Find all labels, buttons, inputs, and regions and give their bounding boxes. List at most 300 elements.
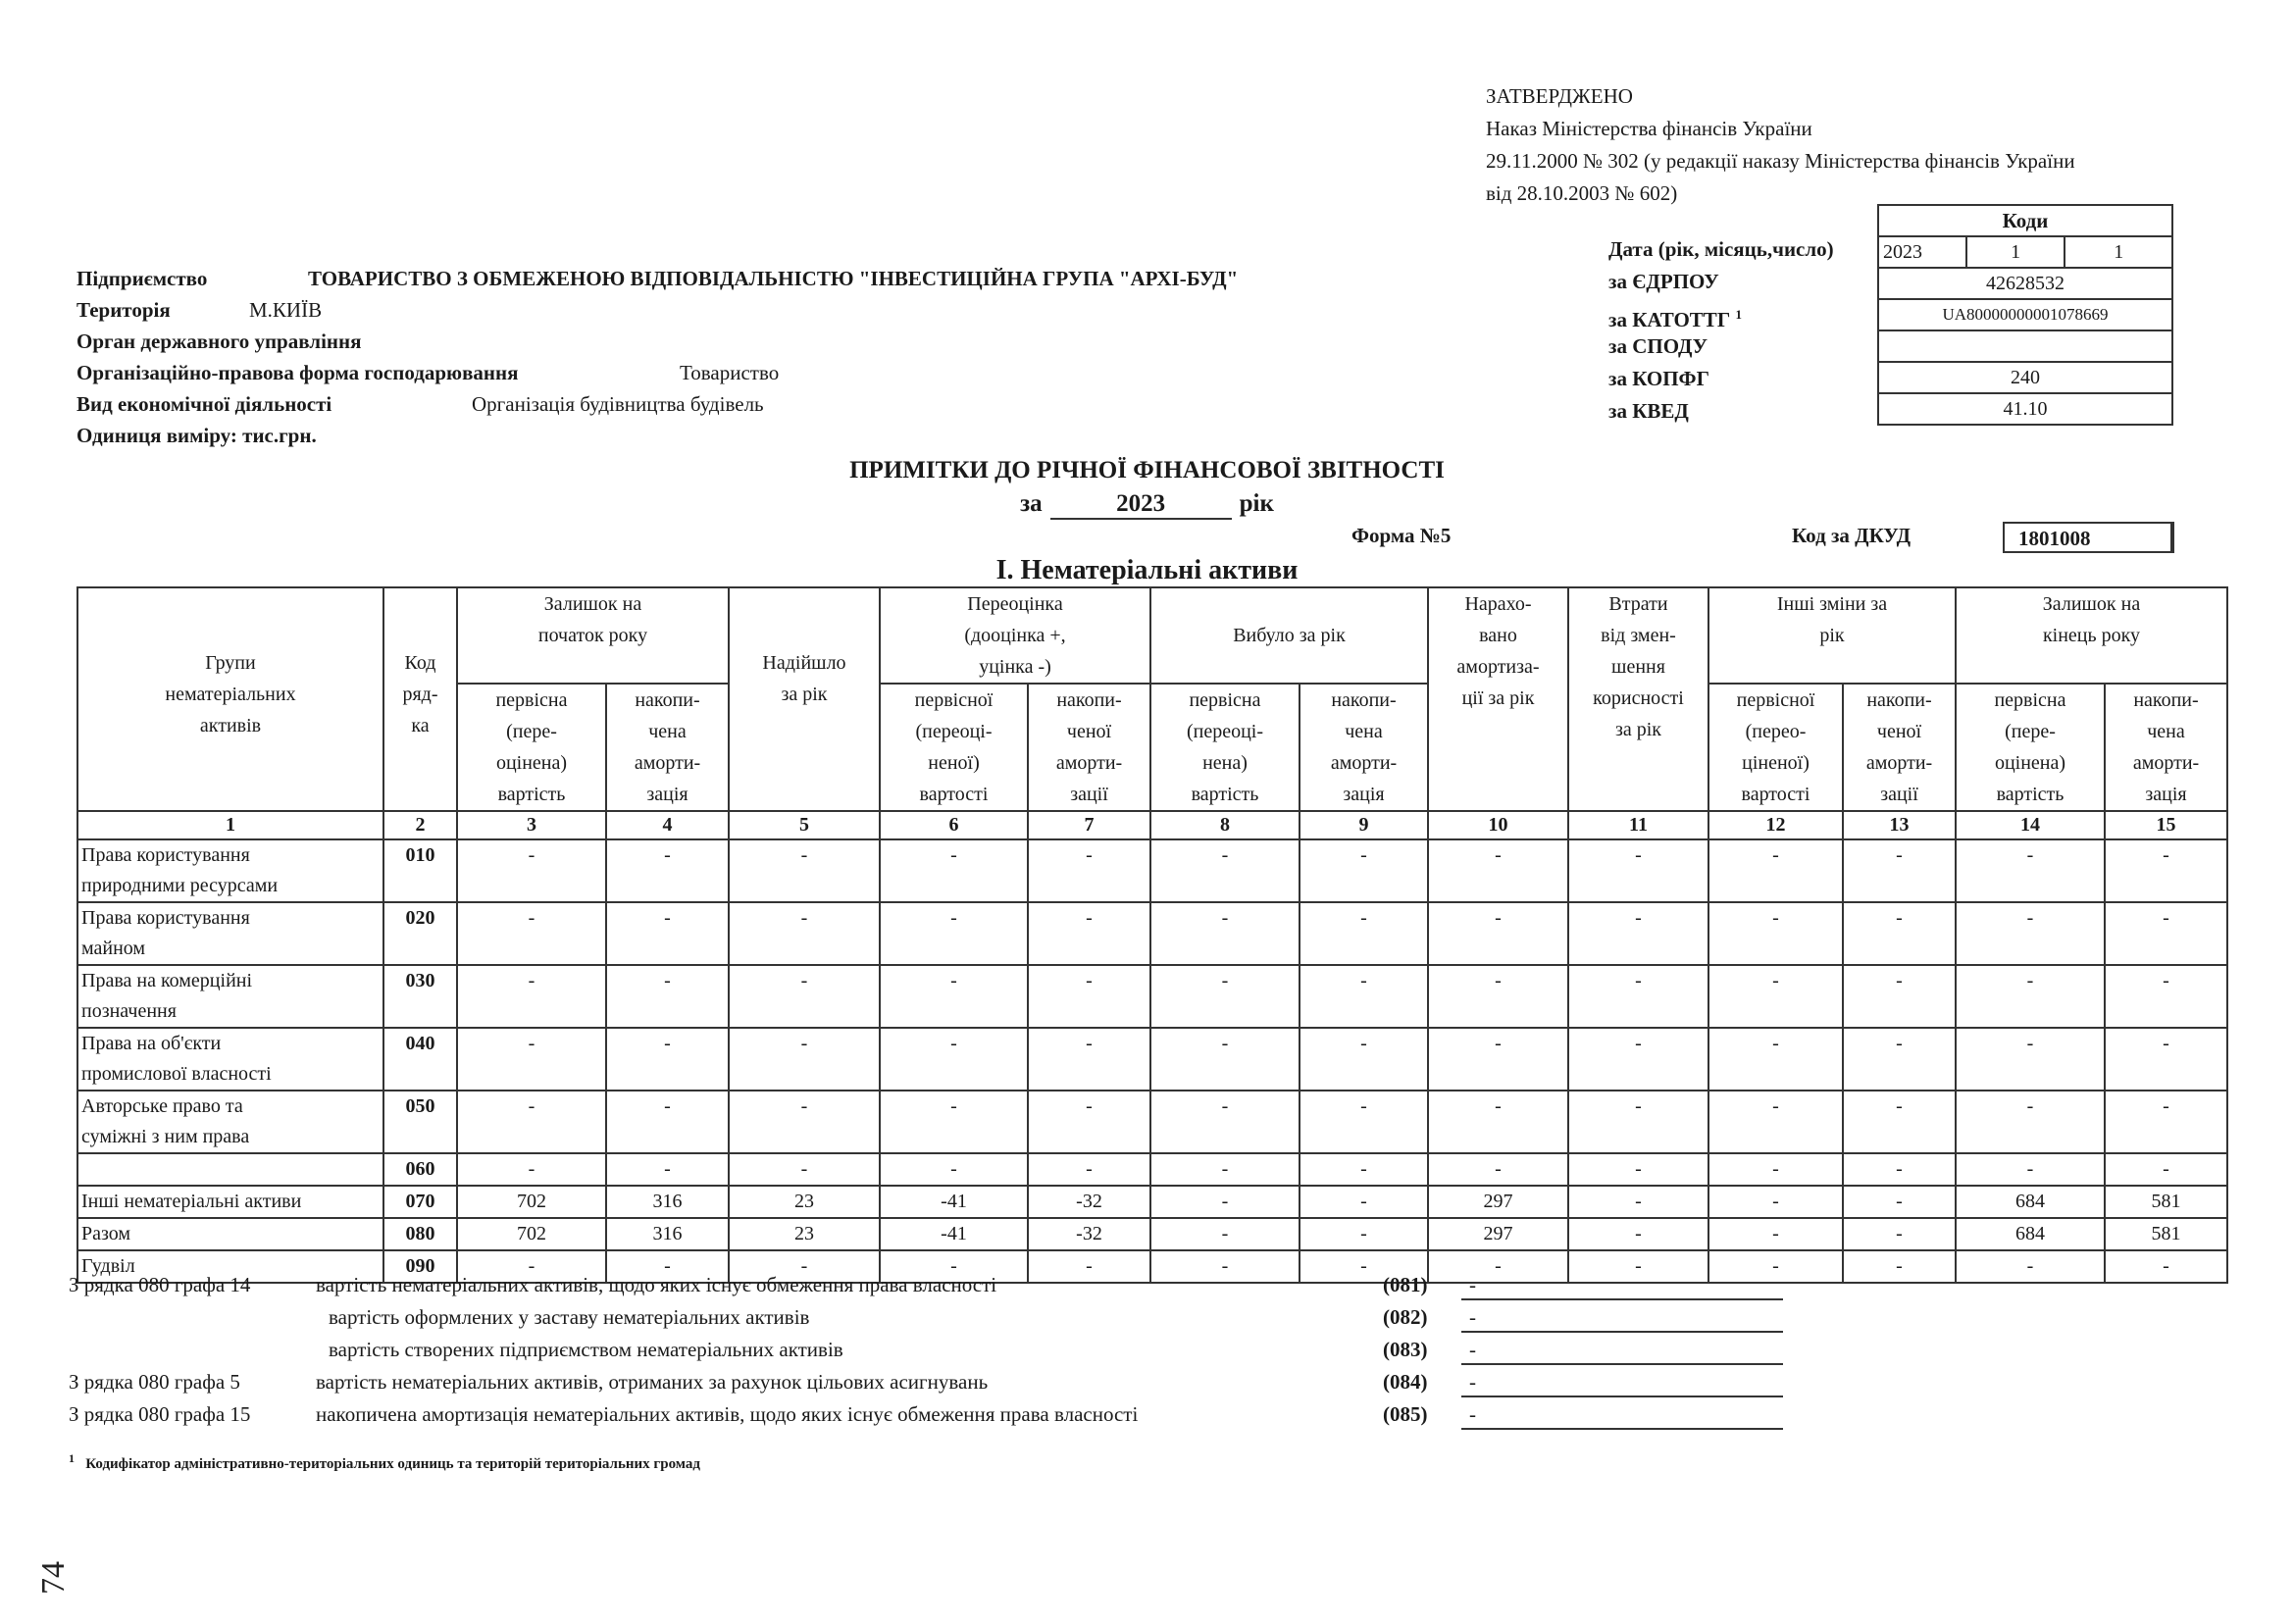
value-cell: - [1956,1250,2105,1283]
value-cell: - [1150,1091,1300,1153]
sub-line: первісна [1994,689,2066,711]
sub-line: (перео- [1745,721,1807,742]
form-number: Форма №5 [1351,524,1452,547]
sub-initial-end [1956,684,2105,811]
value-cell: - [1843,1091,1956,1153]
value-cell: - [457,1153,606,1186]
note-code: (083) [1383,1338,1428,1361]
sub-line: аморти- [634,752,701,774]
territory-row [76,294,518,326]
value-cell: - [1300,839,1428,902]
value-cell: - [1028,1250,1150,1283]
column-number: 3 [457,811,606,839]
document-title: ПРИМІТКИ ДО РІЧНОЇ ФІНАНСОВОЇ ЗВІТНОСТІ [849,457,1445,483]
note-prefix: З рядка 080 графа 5 [69,1370,240,1394]
value-cell: - [1708,1186,1843,1218]
company-name: ТОВАРИСТВО З ОБМЕЖЕНОЮ ВІДПОВІДАЛЬНІСТЮ "ІНВЕСТИЦІЙНА ГРУПА "АРХІ-БУД" [308,267,1239,290]
value-cell: - [1568,839,1708,902]
value-cell: - [457,1091,606,1153]
footnote [69,1451,700,1473]
value-cell: -41 [880,1218,1028,1250]
table-row [77,1186,2227,1218]
value-cell: - [1708,1153,1843,1186]
value-cell: 684 [1956,1218,2105,1250]
edrpou-label: за ЄДРПОУ [1608,270,1719,293]
header-reval-line: (дооцінка +, [964,625,1066,646]
column-number: 4 [606,811,729,839]
company-label: Підприємство [76,267,208,290]
sub-line: (пере- [506,721,557,742]
codes-table [1877,204,2173,426]
header-reval-line: Переоцінка [967,593,1063,615]
unit-row [76,420,518,451]
note-value: - [1461,1269,1783,1300]
value-cell: - [1150,1250,1300,1283]
column-number: 9 [1300,811,1428,839]
row-code: 030 [383,965,457,1028]
approval-line: від 28.10.2003 № 602) [1486,181,1678,205]
value-cell: - [729,965,880,1028]
asset-group-name-line: майном [81,938,146,959]
value-cell: -32 [1028,1218,1150,1250]
note-value: - [1461,1301,1783,1333]
sub-line: накопи- [1056,689,1122,711]
codes-header: Коди [1878,205,2172,236]
value-cell: - [1028,1028,1150,1091]
value-cell: - [1956,839,2105,902]
header-amort-line: Нарахо- [1464,593,1532,615]
header-begin-line: початок року [537,625,648,646]
value-cell: 702 [457,1218,606,1250]
row-code: 020 [383,902,457,965]
value-cell: 316 [606,1186,729,1218]
value-cell: - [880,1250,1028,1283]
header-received [729,587,880,811]
asset-group-name-line: природними ресурсами [81,875,279,896]
value-cell: - [2105,839,2227,902]
value-cell: - [1300,1186,1428,1218]
asset-group-name [77,965,383,1028]
column-number: 12 [1708,811,1843,839]
value-cell: - [1568,1091,1708,1153]
asset-group-name-line: промислової власності [81,1063,272,1085]
value-cell: - [1428,1091,1568,1153]
asset-group-name-line: Інші нематеріальні активи [81,1191,302,1212]
value-cell: - [1956,902,2105,965]
value-cell: - [1300,902,1428,965]
value-cell: - [729,1028,880,1091]
header-loss-line: за рік [1614,719,1662,740]
value-cell: - [1428,965,1568,1028]
sub-accum-end [2105,684,2227,811]
table-body [77,839,2227,1283]
sub-line: аморти- [1055,752,1123,774]
asset-group-name [77,1091,383,1153]
column-number: 1 [77,811,383,839]
activity-value: Організація будівництва будівель [472,392,764,416]
date-month: 1 [1966,236,2065,268]
katottg-label [1608,298,1834,330]
header-impairment [1568,587,1708,811]
column-number: 13 [1843,811,1956,839]
table-row [77,1091,2227,1153]
approval-block [1486,80,2075,210]
value-cell: - [2105,965,2227,1028]
note-text: вартість нематеріальних активів, отриманих за рахунок цільових асигнувань [316,1370,989,1394]
header-amort-line: ції за рік [1461,687,1535,709]
value-cell: - [1428,1028,1568,1091]
value-cell: - [2105,902,2227,965]
kopfg-label: за КОПФГ [1608,367,1709,390]
sub-retired-initial [1150,684,1300,811]
value-cell: 297 [1428,1186,1568,1218]
sub-line: зація [2145,784,2187,805]
note-prefix: З рядка 080 графа 14 [69,1273,251,1296]
date-label: Дата (рік, місяць,число) [1608,237,1834,261]
value-cell: - [1150,1186,1300,1218]
header-code-line: ряд- [402,684,438,705]
value-cell: 702 [457,1186,606,1218]
header-end-line: Залишок на [2042,593,2141,615]
sub-line: вартості [1741,784,1810,805]
value-cell: - [1956,1028,2105,1091]
value-cell: - [2105,1091,2227,1153]
legal-form-value: Товариство [680,361,780,384]
sub-line: чена [1345,721,1383,742]
header-end-line: кінець року [2042,625,2141,646]
sub-line: зація [646,784,688,805]
value-cell: - [880,902,1028,965]
row-code: 040 [383,1028,457,1091]
value-cell: - [880,1028,1028,1091]
value-cell: - [1300,1250,1428,1283]
header-begin-line: Залишок на [543,593,642,615]
row-code: 050 [383,1091,457,1153]
value-cell: - [1843,1153,1956,1186]
legal-form-label: Організаційно-правова форма господарювання [76,361,519,384]
value-cell: 23 [729,1218,880,1250]
asset-group-name-line: Права користування [81,907,250,929]
value-cell: - [880,1091,1028,1153]
header-end-balance [1956,587,2227,684]
value-cell: - [729,1153,880,1186]
sub-other-initial [1708,684,1843,811]
value-cell: - [1028,1153,1150,1186]
value-cell: - [1708,1028,1843,1091]
year-line [0,490,2294,520]
sub-line: ченої [1876,721,1922,742]
sub-line: вартість [497,784,566,805]
asset-group-name-line: позначення [81,1000,177,1022]
value-cell: -41 [880,1186,1028,1218]
value-cell: - [606,839,729,902]
value-cell: - [606,1028,729,1091]
column-numbers-row [77,811,2227,839]
sub-line: накопи- [635,689,700,711]
sub-line: первісної [1736,689,1815,711]
value-cell: - [880,839,1028,902]
table-row [77,902,2227,965]
asset-group-name-line: Гудвіл [81,1255,135,1277]
value-cell: - [606,1250,729,1283]
table-row [77,1153,2227,1186]
approval-line: Наказ Міністерства фінансів України [1486,117,1812,140]
column-number: 10 [1428,811,1568,839]
header-begin-balance [457,587,729,684]
footnote-marker: 1 [69,1451,75,1465]
value-cell: - [1843,965,1956,1028]
value-cell: - [1428,1250,1568,1283]
value-cell: - [729,1091,880,1153]
header-amort-line: вано [1479,625,1517,646]
value-cell: - [1028,839,1150,902]
header-loss-line: корисності [1593,687,1684,709]
header-loss-line: Втрати [1608,593,1668,615]
row-code: 010 [383,839,457,902]
value-cell: - [1568,965,1708,1028]
note-value: - [1461,1398,1783,1430]
activity-row [76,388,764,420]
header-code [383,587,457,811]
asset-group-name [77,902,383,965]
column-number: 7 [1028,811,1150,839]
codes-labels [1608,233,1834,428]
note-code: (085) [1383,1402,1428,1426]
value-cell: - [1708,965,1843,1028]
value-cell: - [1150,902,1300,965]
value-cell: - [1843,1218,1956,1250]
value-cell: 581 [2105,1218,2227,1250]
sub-line: чена [2147,721,2185,742]
katottg-sup: 1 [1735,307,1742,322]
value-cell: - [1568,1218,1708,1250]
asset-group-name-line: Права на комерційні [81,970,253,991]
column-number: 5 [729,811,880,839]
table-row [77,965,2227,1028]
year-suffix: рік [1239,490,1274,517]
value-cell: - [1428,839,1568,902]
sub-line: накопи- [1866,689,1932,711]
header-revaluation [880,587,1150,684]
sub-line: первісна [495,689,568,711]
unit-label: Одиниця виміру: тис.грн. [76,424,317,447]
edrpou-value: 42628532 [1878,268,2172,299]
value-cell: - [457,839,606,902]
header-other-changes [1708,587,1956,684]
value-cell: - [606,1091,729,1153]
value-cell: - [457,965,606,1028]
note-value: - [1461,1334,1783,1365]
sub-line: вартість [1191,784,1259,805]
value-cell: - [457,1028,606,1091]
value-cell: - [1150,1028,1300,1091]
approval-line: 29.11.2000 № 302 (у редакції наказу Міністерства фінансів України [1486,149,2075,173]
year-prefix: за [1020,490,1043,517]
header-amortization [1428,587,1568,811]
activity-label: Вид економічної діяльності [76,392,332,416]
sub-line: оцінена) [495,752,568,774]
value-cell: - [1300,1091,1428,1153]
header-code-line: ка [411,715,430,736]
asset-group-name-line: суміжні з ним права [81,1126,250,1147]
header-loss-line: від змен- [1601,625,1676,646]
sub-retired-accum [1300,684,1428,811]
spodu-value [1878,330,2172,362]
note-prefix: З рядка 080 графа 15 [69,1402,251,1426]
sub-line: вартості [919,784,989,805]
value-cell: - [1708,1218,1843,1250]
note-code: (082) [1383,1305,1428,1329]
sub-line: чена [648,721,687,742]
header-other-line: рік [1819,625,1845,646]
sub-line: вартість [1996,784,2065,805]
sub-line: (переоці- [915,721,993,742]
sub-line: неної) [928,752,980,774]
intangible-assets-table [76,586,2228,1284]
column-number: 15 [2105,811,2227,839]
value-cell: - [1568,1153,1708,1186]
header-retired: Вибуло за рік [1150,587,1428,684]
value-cell: - [1568,902,1708,965]
sub-reval-accum [1028,684,1150,811]
sub-line: ченої [1066,721,1112,742]
value-cell: - [1843,902,1956,965]
asset-group-name-line: Авторське право та [81,1095,243,1117]
header-reval-line: уцінка -) [979,656,1051,678]
asset-group-name [77,1186,383,1218]
value-cell: - [1843,1250,1956,1283]
row-code: 070 [383,1186,457,1218]
value-cell: - [1568,1028,1708,1091]
kved-value: 41.10 [1878,393,2172,425]
sub-line: ціненої) [1742,752,1810,774]
asset-group-name-line: Права користування [81,844,250,866]
value-cell: - [1843,839,1956,902]
asset-group-name [77,1153,383,1186]
legal-form-row [76,357,780,388]
sub-line: (пере- [2005,721,2056,742]
approval-line: ЗАТВЕРДЖЕНО [1486,84,1633,108]
sub-reval-initial [880,684,1028,811]
column-number: 2 [383,811,457,839]
value-cell: - [880,1153,1028,1186]
row-code: 080 [383,1218,457,1250]
header-received-line: Надійшло [762,652,846,674]
value-cell: - [2105,1028,2227,1091]
value-cell: - [729,902,880,965]
section-title: І. Нематеріальні активи [995,555,1299,585]
header-received-line: за рік [781,684,828,705]
sub-line: (переоці- [1186,721,1264,742]
value-cell: - [1843,1186,1956,1218]
sub-line: аморти- [1865,752,1933,774]
value-cell: - [1956,965,2105,1028]
column-number: 8 [1150,811,1300,839]
value-cell: - [1150,1218,1300,1250]
sub-line: оцінена) [1994,752,2066,774]
header-code-line: Код [404,652,436,674]
value-cell: - [1843,1028,1956,1091]
table-row [77,1028,2227,1091]
sub-line: накопи- [2133,689,2199,711]
sub-initial-begin [457,684,606,811]
value-cell: - [457,1250,606,1283]
value-cell: 581 [2105,1186,2227,1218]
sub-line: нена) [1202,752,1248,774]
sub-line: первісної [914,689,994,711]
value-cell: - [1956,1153,2105,1186]
column-number: 14 [1956,811,2105,839]
sub-line: зації [1070,784,1108,805]
value-cell: - [1150,1153,1300,1186]
note-code: (084) [1383,1370,1428,1394]
value-cell: - [1300,1218,1428,1250]
value-cell: - [1708,839,1843,902]
company-row [76,263,1239,294]
value-cell: - [1568,1250,1708,1283]
value-cell: - [1300,1028,1428,1091]
kopfg-value: 240 [1878,362,2172,393]
territory-value: М.КИЇВ [249,298,323,322]
header-loss-line: шення [1611,656,1665,678]
value-cell: - [1428,1153,1568,1186]
column-number: 6 [880,811,1028,839]
value-cell: - [1028,1091,1150,1153]
kved-label: за КВЕД [1608,399,1689,423]
asset-group-name-line [81,1154,380,1185]
sub-line: первісна [1189,689,1261,711]
asset-group-name [77,1028,383,1091]
sub-line: зації [1880,784,1918,805]
sub-accum-begin [606,684,729,811]
row-code: 090 [383,1250,457,1283]
territory-label: Територія [76,298,171,322]
row-code: 060 [383,1153,457,1186]
katottg-value: UA80000000001078669 [1878,299,2172,330]
value-cell: - [606,1153,729,1186]
value-cell: 297 [1428,1218,1568,1250]
dkud-label: Код за ДКУД [1792,524,1912,547]
date-day: 1 [2065,236,2172,268]
handwritten-page-mark: 74 [35,1561,72,1595]
asset-group-name-line: Разом [81,1223,131,1244]
header-groups-line: активів [199,715,262,736]
note-code: (081) [1383,1273,1428,1296]
value-cell: - [1568,1186,1708,1218]
table-row [77,839,2227,902]
value-cell: - [1956,1091,2105,1153]
katottg-label-text: за КАТОТТГ [1608,308,1731,331]
note-text: вартість нематеріальних активів, щодо яких існує обмеження права власності [316,1273,997,1296]
note-text: вартість оформлених у заставу нематеріальних активів [329,1305,810,1329]
header-other-line: Інші зміни за [1776,593,1888,615]
note-text: вартість створених підприємством нематеріальних активів [329,1338,843,1361]
value-cell: - [880,965,1028,1028]
asset-group-name [77,839,383,902]
header-groups-line: нематеріальних [165,684,296,705]
value-cell: - [729,839,880,902]
value-cell: - [1028,902,1150,965]
header-groups [77,587,383,811]
authority-row [76,326,518,357]
value-cell: - [1708,902,1843,965]
value-cell: - [1708,1091,1843,1153]
value-cell: - [1028,965,1150,1028]
value-cell: 23 [729,1186,880,1218]
sub-other-accum [1843,684,1956,811]
sub-line: накопи- [1331,689,1397,711]
authority-label: Орган державного управління [76,330,362,353]
